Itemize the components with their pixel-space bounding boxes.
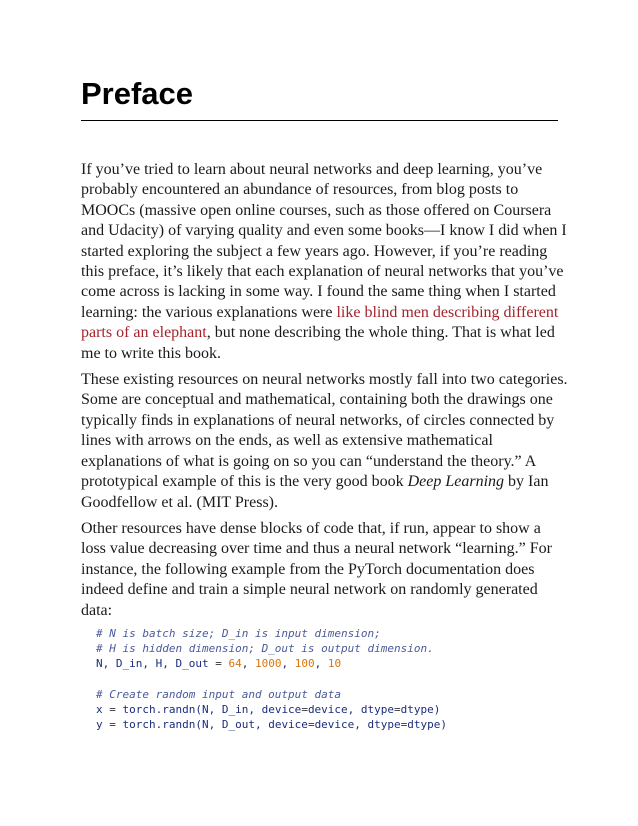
- code-token: device, dtype: [307, 702, 395, 716]
- code-line: [96, 717, 447, 732]
- blind-men-link[interactable]: like blind men describing different: [336, 303, 559, 321]
- text-segment: prototypical example of this is the very good book: [81, 473, 408, 491]
- code-token: N, D_in, H, D_out: [96, 657, 216, 671]
- code-blank-line: [96, 672, 447, 687]
- code-token: dtype): [400, 702, 441, 716]
- code-number: 64: [228, 657, 242, 671]
- code-number: 10: [327, 657, 342, 671]
- code-operator: =: [215, 657, 222, 671]
- paragraph-2: [81, 370, 566, 513]
- text-segment: , but none describing the whole thing. That is what led: [206, 324, 555, 342]
- text-line: typically finds in explanations of neural networks, of circles connected by: [81, 411, 555, 429]
- text-segment: by Ian: [504, 473, 549, 491]
- code-block: [96, 626, 447, 732]
- text-line: Goodfellow et al. (MIT Press).: [81, 493, 278, 511]
- code-token: torch.randn(N, D_out, device: [115, 718, 308, 732]
- text-line: Some are conceptual and mathematical, containing both the drawings one: [81, 391, 553, 409]
- text-line: [81, 472, 566, 492]
- text-line: loss value decreasing over time and thus a neural network “learning.” For: [81, 540, 552, 558]
- code-operator: =: [307, 718, 315, 732]
- text-line: lines with arrows on the ends, as well as extensive mathematical: [81, 432, 493, 450]
- code-token: x: [96, 702, 110, 716]
- text-line: Other resources have dense blocks of code that, if run, appear to show a: [81, 519, 541, 537]
- text-line: data:: [81, 601, 113, 619]
- text-line: MOOCs (massive open online courses, such as those offered on Coursera: [81, 201, 552, 219]
- text-line: If you’ve tried to learn about neural networks and deep learning, you’ve: [81, 161, 543, 178]
- code-token: ,: [241, 657, 255, 671]
- text-line: come across is lacking in some way. I found the same thing when I started: [81, 283, 556, 301]
- text-line: indeed define and train a simple neural network on randomly generated: [81, 581, 538, 599]
- text-line: started exploring the subject a few years ago. However, if you’re reading: [81, 242, 548, 260]
- code-line: [96, 656, 447, 671]
- code-token: torch.randn(N, D_in, device: [115, 702, 302, 716]
- code-token: device, dtype: [314, 718, 401, 732]
- book-title-emphasis: Deep Learning: [407, 473, 505, 491]
- paragraph-1: [81, 160, 566, 364]
- code-number: 1000: [254, 657, 282, 671]
- paragraph-3: [81, 519, 566, 621]
- body-text: [81, 160, 566, 627]
- code-token: y: [96, 718, 110, 732]
- text-line: this preface, it’s likely that each explanation of neural networks that you’ve: [81, 263, 564, 281]
- code-operator: =: [109, 702, 116, 716]
- text-segment: learning: the various explanations were: [81, 303, 337, 321]
- code-number: 100: [294, 657, 315, 671]
- title-divider: [81, 120, 558, 121]
- code-comment: # Create random input and output data: [96, 687, 342, 701]
- text-line: and Udacity) of varying quality and even some books—I know I did when I: [81, 222, 567, 240]
- text-line: These existing resources on neural networks mostly fall into two categories.: [81, 371, 568, 389]
- text-line: me to write this book.: [81, 344, 221, 362]
- code-operator: =: [301, 702, 308, 716]
- code-operator: =: [394, 702, 401, 716]
- text-line: [81, 323, 566, 343]
- text-line: explanations of what is going on so you can “understand the theory.” A: [81, 452, 537, 470]
- text-line: instance, the following example from the PyTorch documentation does: [81, 560, 535, 578]
- text-line: probably encountered an abundance of resources, from blog posts to: [81, 181, 519, 199]
- code-operator: =: [109, 718, 116, 732]
- page-title: Preface: [81, 76, 194, 111]
- code-operator: =: [400, 718, 408, 732]
- code-comment: # N is batch size; D_in is input dimension;: [96, 627, 381, 640]
- code-token: ,: [281, 657, 295, 671]
- text-line: [81, 303, 566, 323]
- code-comment: # H is hidden dimension; D_out is output dimension.: [96, 642, 434, 656]
- elephant-link[interactable]: parts of an elephant: [81, 324, 207, 342]
- code-token: ,: [314, 657, 328, 671]
- code-line: [96, 702, 447, 717]
- code-token: dtype): [407, 718, 448, 732]
